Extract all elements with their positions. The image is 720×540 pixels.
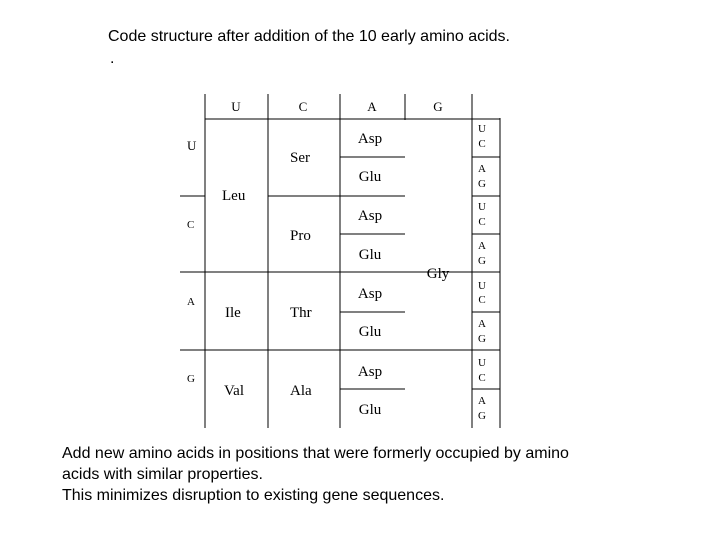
third-position-label: U [478, 357, 486, 369]
third-position-label: G [478, 178, 486, 190]
third-position-label: C [478, 138, 486, 150]
amino-pro: Pro [290, 228, 311, 244]
amino-glu: Glu [358, 402, 382, 418]
amino-thr: Thr [290, 305, 312, 321]
amino-asp: Asp [357, 131, 383, 147]
header-second-C: C [298, 99, 308, 114]
header-second-A: A [367, 99, 377, 114]
third-position-label: U [478, 123, 486, 135]
third-position-label: G [478, 255, 486, 267]
amino-glu: Glu [358, 247, 382, 263]
caption-line: Add new amino acids in positions that were formerly occupied by amino [62, 445, 569, 462]
header-second-U: U [231, 99, 241, 114]
caption-line: acids with similar properties. [62, 466, 263, 483]
first-position-U: U [187, 138, 197, 153]
amino-val: Val [224, 383, 244, 399]
third-position-label: C [478, 216, 486, 228]
first-position-G: G [187, 373, 195, 385]
amino-asp: Asp [357, 364, 383, 380]
amino-gly: Gly [426, 266, 450, 282]
third-position-label: G [478, 410, 486, 422]
amino-glu: Glu [358, 169, 382, 185]
slide-title: Code structure after addition of the 10 early amino acids. [108, 28, 510, 45]
third-position-label: A [478, 240, 486, 252]
amino-leu: Leu [222, 188, 246, 204]
amino-glu: Glu [358, 324, 382, 340]
amino-ile: Ile [225, 305, 241, 321]
third-position-label: A [478, 318, 486, 330]
first-position-A: A [187, 296, 195, 308]
third-position-label: C [478, 294, 486, 306]
third-position-label: U [478, 280, 486, 292]
title-dot: . [110, 50, 115, 67]
amino-ala: Ala [290, 383, 312, 399]
third-position-label: A [478, 395, 486, 407]
first-position-C: C [187, 219, 195, 231]
third-position-label: A [478, 163, 486, 175]
caption-line: This minimizes disruption to existing gene sequences. [62, 487, 445, 504]
amino-asp: Asp [357, 208, 383, 224]
third-position-label: C [478, 372, 486, 384]
amino-ser: Ser [290, 150, 310, 166]
amino-asp: Asp [357, 286, 383, 302]
header-second-G: G [433, 99, 443, 114]
grid-lines [180, 94, 500, 428]
caption [62, 443, 702, 506]
third-position-label: G [478, 333, 486, 345]
third-position-label: U [478, 201, 486, 213]
